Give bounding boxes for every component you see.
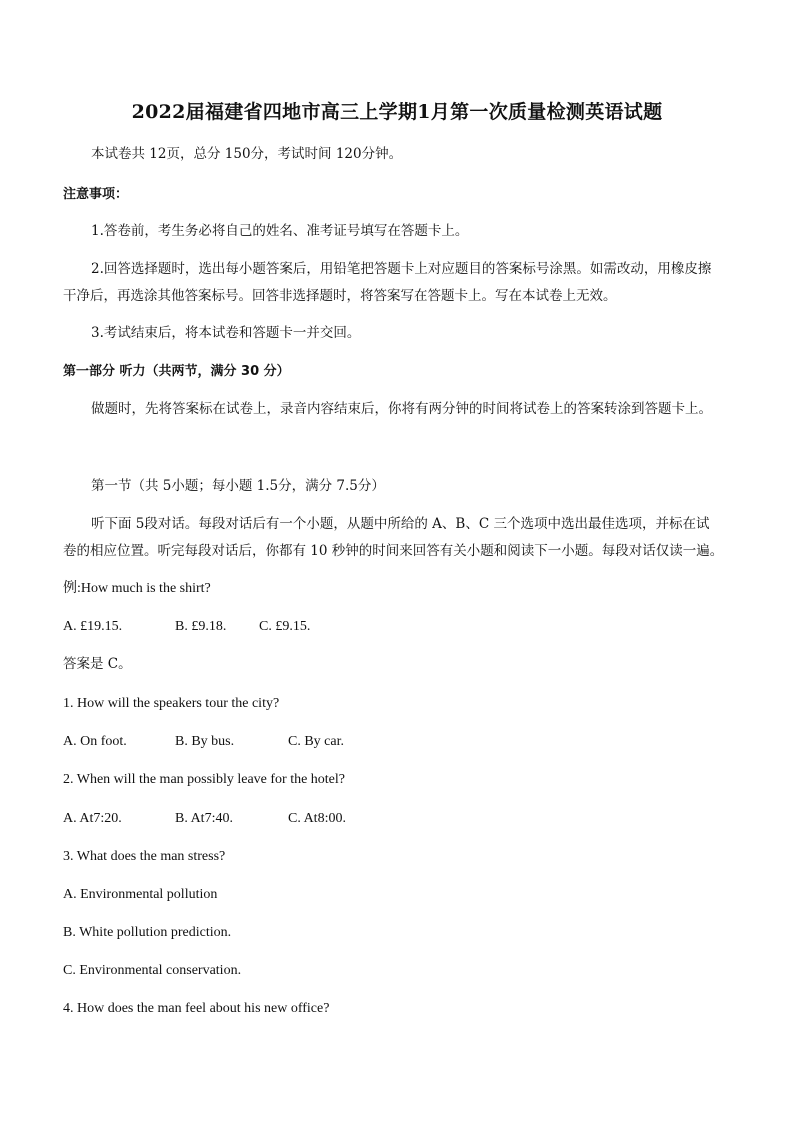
exam-intro: 本试卷共 12页，总分 150分，考试时间 120分钟。 (91, 146, 403, 162)
example-option-a: A. £19.15. (63, 619, 123, 634)
section1-heading: 第一节（共 5小题；每小题 1.5分，满分 7.5分） (91, 478, 385, 494)
question-1-option-a: A. On foot. (63, 734, 127, 749)
question-2-option-c: C. At8:00. (288, 811, 346, 826)
question-3-option-c: C. Environmental conservation. (63, 963, 242, 978)
section1-instruction-continued: 卷的相应位置。听完每段对话后，你都有 10 秒钟的时间来回答有关小题和阅读下一小题。每段对话仅读一遍。 (63, 543, 724, 559)
example-option-b: B. £9.18. (175, 619, 227, 634)
question-2: 2. When will the man possibly leave for the hotel? (63, 772, 346, 787)
notice-item-1: 1.答卷前，考生务必将自己的姓名、准考证号填写在答题卡上。 (91, 223, 469, 239)
example-answer: 答案是 C。 (63, 656, 132, 672)
example-option-c: C. £9.15. (259, 619, 311, 634)
question-1-option-c: C. By car. (288, 734, 344, 749)
question-3-option-a: A. Environmental pollution (63, 887, 218, 902)
notice-item-2-continued: 干净后，再选涂其他答案标号。回答非选择题时，将答案写在答题卡上。写在本试卷上无效。 (63, 288, 617, 304)
question-1-option-b: B. By bus. (175, 734, 235, 749)
question-3: 3. What does the man stress? (63, 849, 226, 864)
notice-item-3: 3.考试结束后，将本试卷和答题卡一并交回。 (91, 325, 361, 341)
notice-item-2: 2.回答选择题时，选出每小题答案后，用铅笔把答题卡上对应题目的答案标号涂黑。如需改动，用橡皮擦 (91, 261, 712, 277)
question-3-option-b: B. White pollution prediction. (63, 925, 232, 940)
exam-title: 2022届福建省四地市高三上学期1月第一次质量检测英语试题 (131, 101, 663, 123)
example-question: 例:How much is the shirt? (63, 581, 211, 596)
notice-heading: 注意事项： (63, 187, 129, 202)
part1-heading: 第一部分 听力（共两节，满分 30 分） (63, 364, 290, 379)
question-4: 4. How does the man feel about his new office? (63, 1001, 330, 1016)
question-2-option-a: A. At7:20. (63, 811, 122, 826)
part1-instruction: 做题时，先将答案标在试卷上，录音内容结束后，你将有两分钟的时间将试卷上的答案转涂到答题卡上。 (91, 401, 712, 417)
question-1: 1. How will the speakers tour the city? (63, 696, 280, 711)
question-2-option-b: B. At7:40. (175, 811, 233, 826)
section1-instruction: 听下面 5段对话。每段对话后有一个小题，从题中所给的 A、B、C 三个选项中选出最佳选项，并标在试 (91, 516, 710, 532)
